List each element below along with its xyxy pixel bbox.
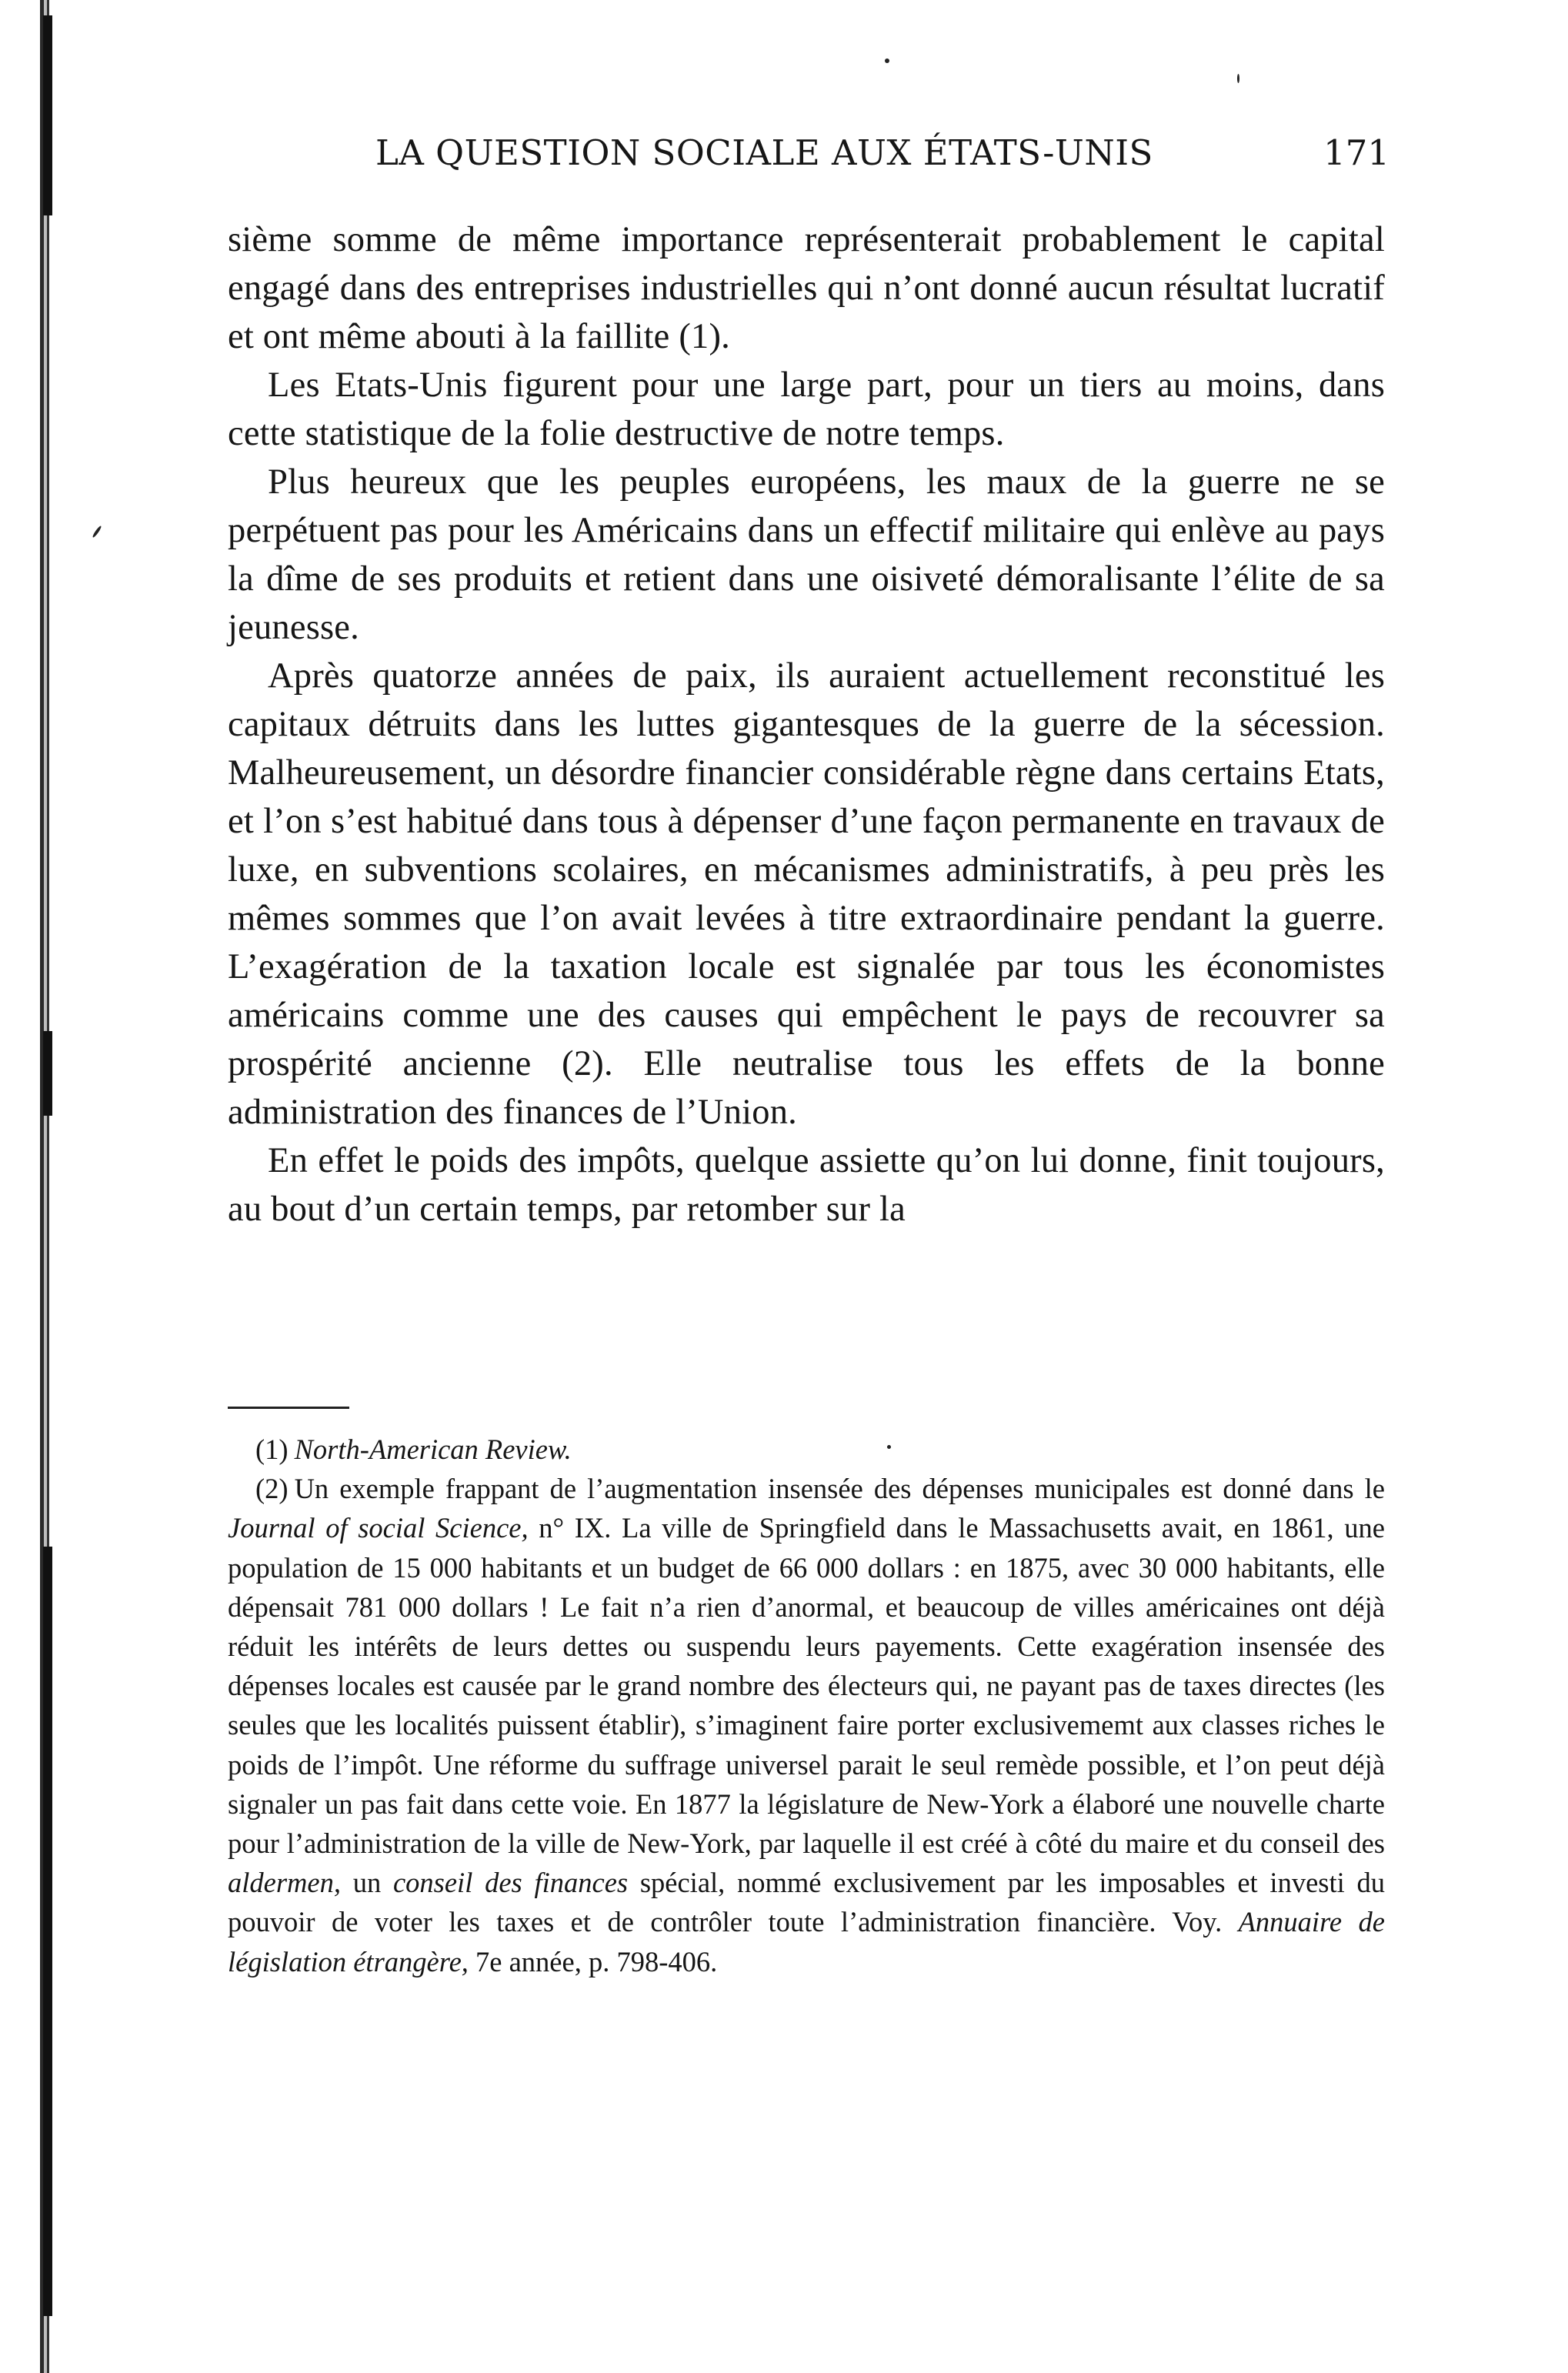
- binding-shadow: [43, 1547, 52, 2316]
- footnote-text: n° IX. La ville de Springfield dans le Massachusetts avait, en 1861, une population de 15 000 habitants et un budget de 66 000 dollars : en 1875, avec 30 000 habitants, elle dépensait 781 000 dollars ! Le fait n’a rien d’anormal, et beaucoup de villes américaines ont déjà réduit les intérêts de leurs dettes ou suspendu leurs payements. Cette exagération insensée des dépenses locales est causée par le grand nombre des électeurs qui, ne payant pas de taxes directes (les seules que les localités puissent établir), s’imaginent faire porter exclusivememt aux classes riches le poids de l’impôt. Une réforme du suffrage universel parait le seul remède possible, et l’on peut déjà signaler un pas fait dans cette voie. En 1877 la législature de New-York a élaboré une nouvelle charte pour l’administration de la ville de New-York, par laquelle il est créé à côté du maire et du conseil des: [228, 1512, 1385, 1860]
- footnote-2: [228, 1469, 1385, 1981]
- footnote-marker: (1): [255, 1433, 289, 1465]
- footnotes: [228, 1430, 1385, 1981]
- paragraph: Plus heureux que les peuples européens, les maux de la guerre ne se perpétuent pas pour les Américains dans un effectif militaire qui enlève au pays la dîme de ses produits et retient dans une oisiveté démoralisante l’élite de sa jeunesse.: [228, 462, 1385, 647]
- page-header: [375, 132, 1390, 186]
- footnote-marker: (2): [255, 1473, 289, 1505]
- body-text: [228, 215, 1385, 1233]
- scan-speck: [1237, 74, 1239, 83]
- footnote-annuaire: Annuaire de législation étrangère,: [228, 1906, 1386, 1978]
- paragraph: Après quatorze années de paix, ils auraient actuellement reconstitué les capitaux détruits dans les luttes gigantesques de la guerre de la sécession. Malheureusement, un désordre financier considérable règne dans certains Etats, et l’on s’est habitué dans tous à dépenser d’une façon permanente en travaux de luxe, en subventions scolaires, en mécanismes administratifs, à peu près les mêmes sommes que l’on avait levées à titre extraordinaire pendant la guerre. L’exagération de la taxation locale est signalée par tous les économistes américains comme une des causes qui empêchent le pays de recouvrer sa prospérité ancienne (2). Elle neutralise tous les effets de la bonne administration des finances de l’Union.: [228, 656, 1385, 1132]
- footnote-text: Un exemple frappant de l’augmentation insensée des dépenses municipales est donné dans le: [294, 1473, 1385, 1505]
- footnote-1: [228, 1430, 1385, 1469]
- paragraph: En effet le poids des impôts, quelque assiette qu’on lui donne, finit toujours, au bout d’un certain temps, par retomber sur la: [228, 1141, 1385, 1229]
- binding-shadow: [43, 15, 52, 215]
- paragraph: Les Etats-Unis figurent pour une large part, pour un tiers au moins, dans cette statistique de la folie destructive de notre temps.: [228, 365, 1385, 453]
- footnote-rule: [228, 1407, 349, 1409]
- binding-shadow: [43, 1031, 52, 1116]
- footnote-text: 7e année, p. 798-406.: [475, 1945, 718, 1978]
- footnote-journal: Journal of social Science,: [228, 1512, 529, 1544]
- footnote-aldermen: aldermen,: [228, 1867, 341, 1899]
- scan-speck: [92, 525, 102, 538]
- page-number: 171: [1323, 132, 1390, 173]
- footnote-source: North-American Review.: [294, 1433, 572, 1465]
- footnote-text: spécial, nommé exclusivement par les imposables et investi du pouvoir de voter les taxes et de contrôler toute l’administration financière. Voy.: [228, 1867, 1385, 1938]
- running-title: LA QUESTION SOCIALE AUX ÉTATS-UNIS: [375, 132, 1153, 173]
- scan-speck: [885, 58, 889, 63]
- paragraph: sième somme de même importance représenterait probablement le capital engagé dans des entreprises industrielles qui n’ont donné aucun résultat lucratif et ont même abouti à la faillite (1).: [228, 220, 1385, 356]
- footnote-conseil: conseil des finances: [392, 1867, 629, 1899]
- footnote-text: un: [352, 1867, 382, 1899]
